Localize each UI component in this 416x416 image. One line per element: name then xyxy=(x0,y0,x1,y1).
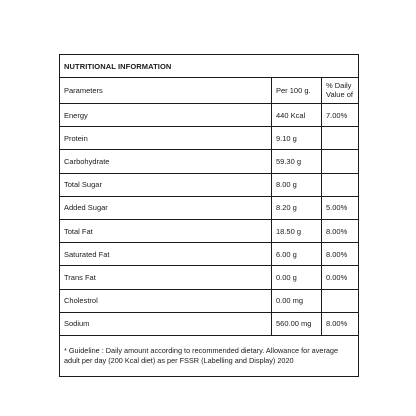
table-row xyxy=(60,173,359,196)
row-per-100g: 0.00 mg xyxy=(272,289,322,312)
row-per-100g: 440 Kcal xyxy=(272,104,322,127)
row-parameter: Saturated Fat xyxy=(60,243,272,266)
row-per-100g: 560.00 mg xyxy=(272,312,322,335)
table-row xyxy=(60,219,359,242)
row-parameter: Trans Fat xyxy=(60,266,272,289)
row-per-100g: 9.10 g xyxy=(272,127,322,150)
table-row xyxy=(60,289,359,312)
header-per-100g: Per 100 g. xyxy=(272,78,322,104)
row-parameter: Sodium xyxy=(60,312,272,335)
table-row xyxy=(60,243,359,266)
table-row xyxy=(60,127,359,150)
row-daily-value xyxy=(322,127,359,150)
title-row xyxy=(60,55,359,78)
row-daily-value: 5.00% xyxy=(322,196,359,219)
table-row xyxy=(60,196,359,219)
row-daily-value: 7.00% xyxy=(322,104,359,127)
row-per-100g: 6.00 g xyxy=(272,243,322,266)
table-title: NUTRITIONAL INFORMATION xyxy=(60,55,359,78)
row-parameter: Protein xyxy=(60,127,272,150)
row-daily-value: 8.00% xyxy=(322,243,359,266)
row-daily-value: 8.00% xyxy=(322,312,359,335)
nutrition-table xyxy=(59,54,359,377)
table-row xyxy=(60,312,359,335)
row-parameter: Energy xyxy=(60,104,272,127)
footnote-row xyxy=(60,335,359,376)
row-daily-value xyxy=(322,173,359,196)
row-per-100g: 8.20 g xyxy=(272,196,322,219)
table-row xyxy=(60,150,359,173)
row-daily-value: 0.00% xyxy=(322,266,359,289)
row-per-100g: 59.30 g xyxy=(272,150,322,173)
nutrition-table-container xyxy=(59,54,358,377)
row-parameter: Total Sugar xyxy=(60,173,272,196)
row-parameter: Added Sugar xyxy=(60,196,272,219)
row-parameter: Carbohydrate xyxy=(60,150,272,173)
header-daily-value: % Daily Value of xyxy=(322,78,359,104)
row-parameter: Cholestrol xyxy=(60,289,272,312)
row-per-100g: 8.00 g xyxy=(272,173,322,196)
row-daily-value: 8.00% xyxy=(322,219,359,242)
table-row xyxy=(60,266,359,289)
header-row xyxy=(60,78,359,104)
row-daily-value xyxy=(322,150,359,173)
table-row xyxy=(60,104,359,127)
row-parameter: Total Fat xyxy=(60,219,272,242)
header-parameters: Parameters xyxy=(60,78,272,104)
row-per-100g: 18.50 g xyxy=(272,219,322,242)
footnote: * Guideline : Daily amount according to recommended dietary. Allowance for average adult per day (200 Kcal diet) as per FSSR (Labelling and Display) 2020 xyxy=(60,335,359,376)
row-per-100g: 0.00 g xyxy=(272,266,322,289)
row-daily-value xyxy=(322,289,359,312)
